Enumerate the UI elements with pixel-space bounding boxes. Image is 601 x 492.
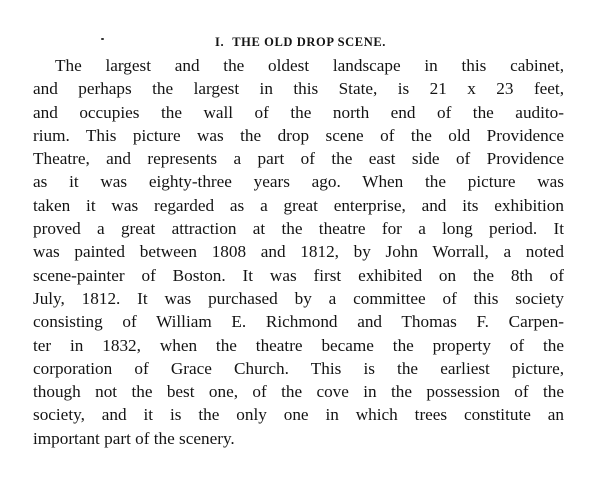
- paragraph-line: consisting of William E. Richmond and Thomas F. Carpen-: [33, 312, 564, 332]
- section-heading: [0, 34, 601, 50]
- paragraph-line: and occupies the wall of the north end of the audito-: [33, 102, 564, 122]
- section-number: I.: [215, 35, 225, 49]
- paragraph-line: taken it was regarded as a great enterprise, and its exhibition: [33, 195, 564, 215]
- paragraph-line: as it was eighty-three years ago. When the picture was: [33, 172, 564, 192]
- paragraph-line: though not the best one, of the cove in the possession of the: [33, 382, 564, 402]
- paragraph-line: and perhaps the largest in this State, is 21 x 23 feet,: [33, 79, 564, 99]
- paragraph-line: July, 1812. It was purchased by a committee of this society: [33, 288, 564, 308]
- body-paragraph: [33, 54, 564, 450]
- paragraph-line: proved a great attraction at the theatre for a long period. It: [33, 219, 564, 239]
- paragraph-line: society, and it is the only one in which trees constitute an: [33, 405, 564, 425]
- paragraph-line: ter in 1832, when the theatre became the property of the: [33, 335, 564, 355]
- paragraph-line: Theatre, and represents a part of the east side of Providence: [33, 149, 564, 169]
- paragraph-line: important part of the scenery.: [33, 428, 235, 448]
- paragraph-line: rium. This picture was the drop scene of the old Providence: [33, 125, 564, 145]
- paragraph-line: scene-painter of Boston. It was first exhibited on the 8th of: [33, 265, 564, 285]
- paragraph-line: corporation of Grace Church. This is the earliest picture,: [33, 358, 564, 378]
- section-title: THE OLD DROP SCENE.: [232, 35, 386, 49]
- paragraph-line: was painted between 1808 and 1812, by John Worrall, a noted: [33, 242, 564, 262]
- paragraph-line: The largest and the oldest landscape in this cabinet,: [55, 56, 564, 75]
